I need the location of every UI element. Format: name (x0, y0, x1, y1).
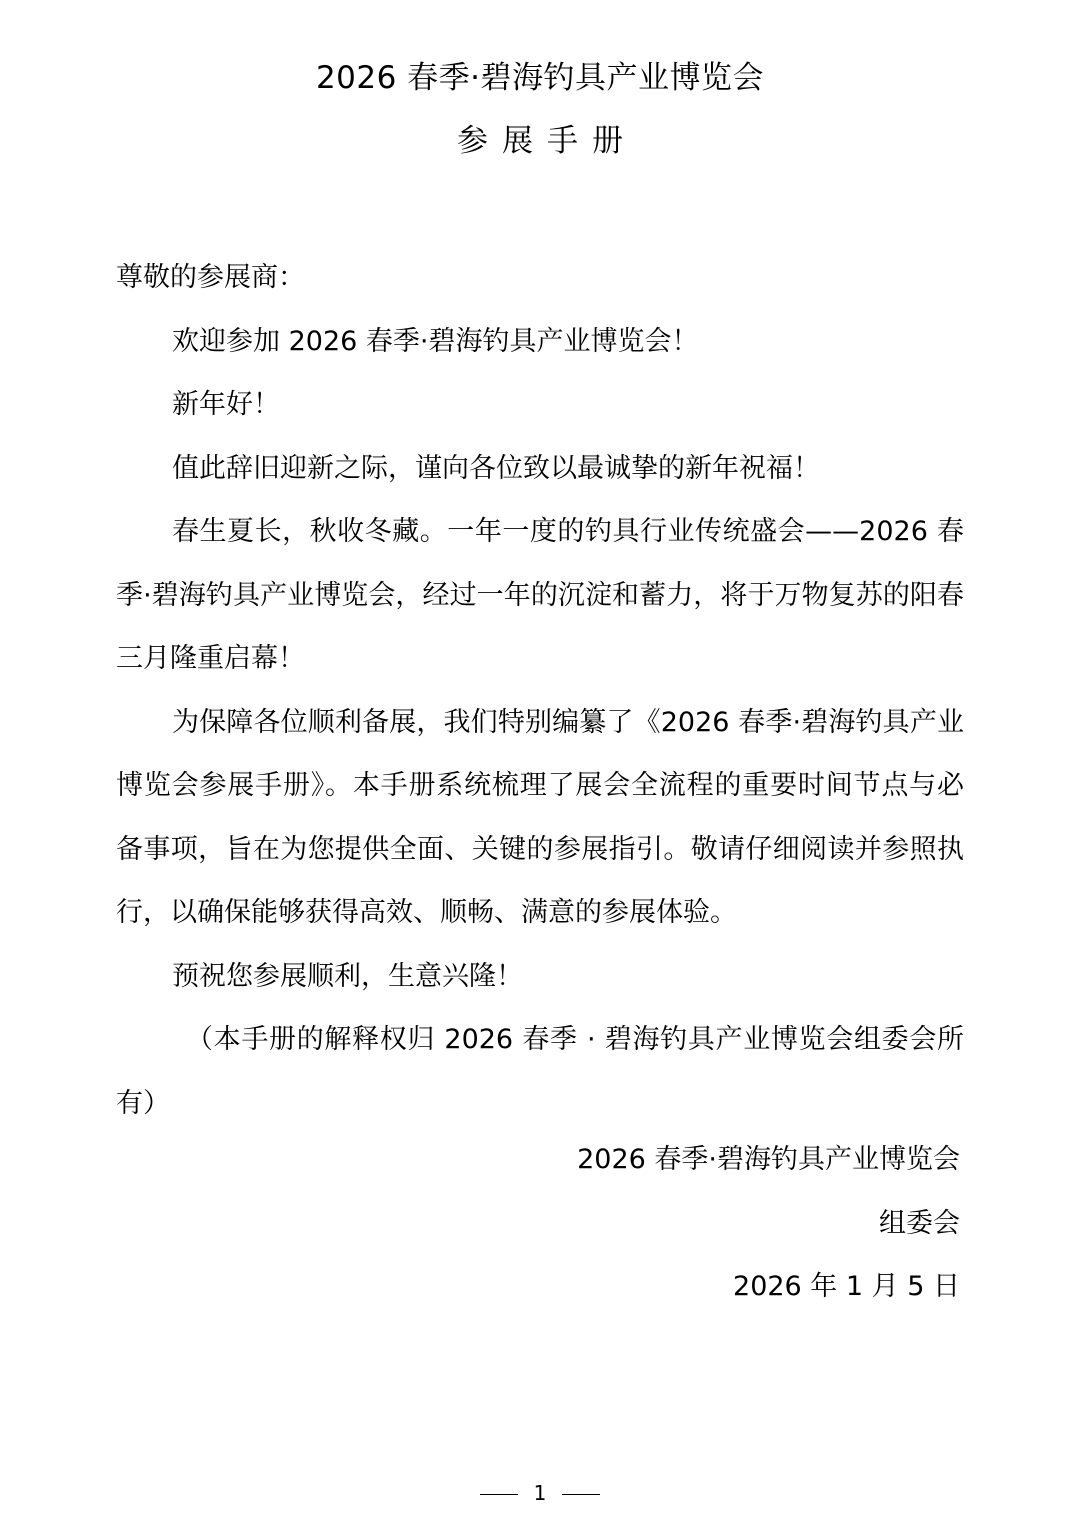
paragraph-handbook-intro: 为保障各位顺利备展，我们特别编纂了《2026 春季·碧海钓具产业博览会参展手册》。本手册系统梳理了展会全流程的重要时间节点与必备事项，旨在为您提供全面、关键的参展指引。敬请仔细阅读并参照执行，以确保能够获得高效、顺畅、满意的参展体验。 (116, 706, 964, 928)
signature-organization: 2026 春季·碧海钓具产业博览会 (577, 1144, 960, 1175)
footer-dash-right (562, 1494, 600, 1496)
document-title: 2026 春季·碧海钓具产业博览会 (315, 60, 765, 96)
signature-committee: 组委会 (879, 1207, 960, 1239)
letter-body (116, 246, 964, 1135)
paragraph-greeting: 值此辞旧迎新之际，谨向各位致以最诚挚的新年祝福！ (172, 452, 820, 484)
signature-block (577, 1128, 960, 1319)
signature-date: 2026 年 1 月 5 日 (733, 1271, 960, 1302)
paragraph-welcome: 欢迎参加 2026 春季·碧海钓具产业博览会！ (172, 325, 699, 357)
paragraph-copyright-note: （本手册的解释权归 2026 春季 · 碧海钓具产业博览会组委会所有） (116, 1024, 964, 1119)
footer-dash-left (480, 1494, 518, 1496)
document-subtitle: 参展手册 (457, 123, 637, 159)
paragraph-wishes: 预祝您参展顺利，生意兴隆！ (172, 960, 523, 992)
paragraph-new-year: 新年好！ (172, 389, 280, 420)
page-footer (0, 1478, 1080, 1508)
paragraph-event-intro: 春生夏长，秋收冬藏。一年一度的钓具行业传统盛会——2026 春季·碧海钓具产业博览会，经过一年的沉淀和蓄力，将于万物复苏的阳春三月隆重启幕！ (116, 516, 964, 674)
page-number: 1 (533, 1481, 547, 1505)
salutation: 尊敬的参展商： (116, 262, 305, 293)
